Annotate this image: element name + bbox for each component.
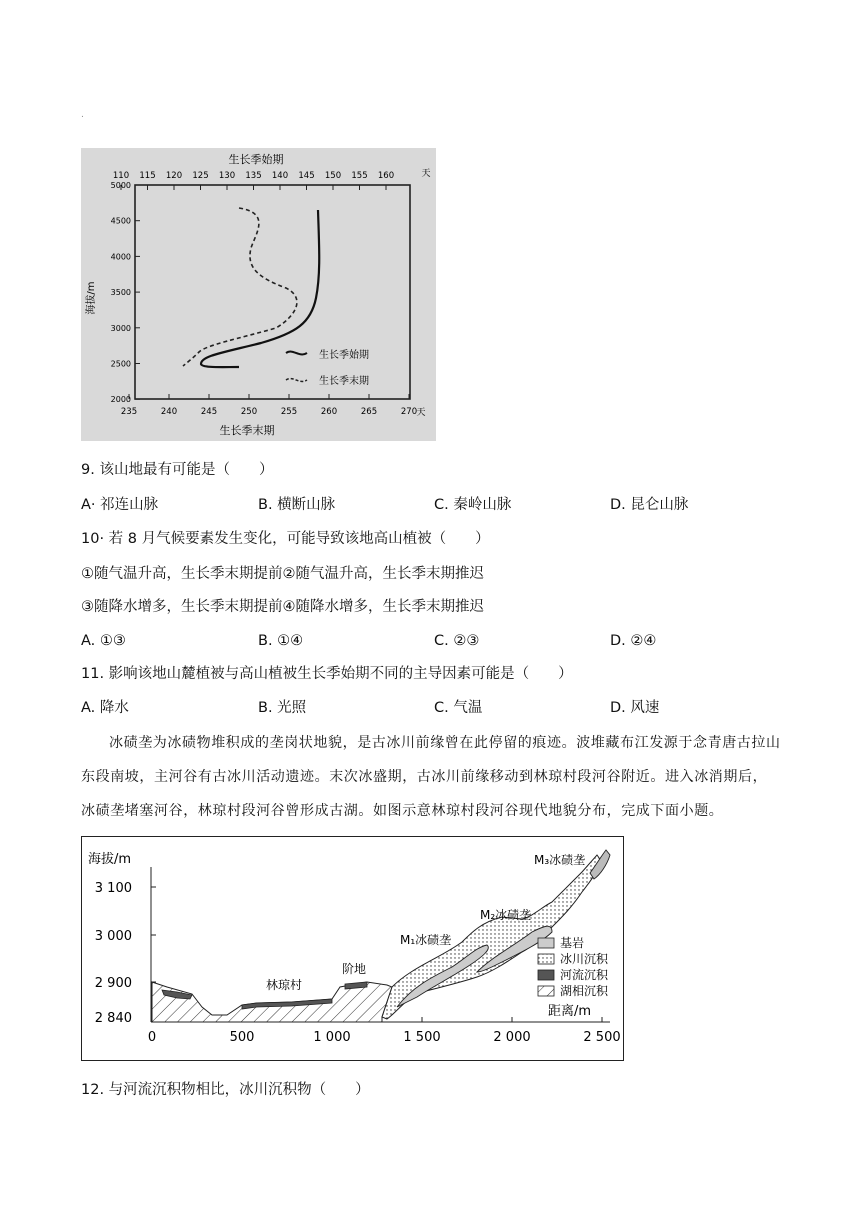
growing-season-chart (81, 148, 436, 441)
bottom-tick-label: 265 (360, 407, 378, 417)
top-tick-label: 125 (192, 171, 209, 181)
q10-option-c[interactable]: C. ②③ (434, 633, 480, 649)
x-tick-label: 1 500 (403, 1030, 441, 1045)
q12-stem: 12. 与河流沉积物相比，冰川沉积物（ ） (81, 1082, 370, 1098)
top-tick-label: 120 (165, 171, 183, 181)
y-tick-label: 5000 (110, 181, 131, 190)
q11-option-a[interactable]: A. 降水 (81, 700, 129, 716)
top-tick-label: 140 (271, 171, 289, 181)
q10-option-a[interactable]: A. ①③ (81, 633, 126, 649)
x-tick-label: 500 (229, 1030, 255, 1045)
y-tick-label: 3 000 (94, 929, 132, 944)
x-tick-label: 1 000 (313, 1030, 351, 1045)
x-tick-label: 2 000 (493, 1030, 531, 1045)
y-tick-label: 4500 (110, 216, 131, 226)
x-tick-label: 2 500 (583, 1030, 621, 1045)
valley-profile-diagram (81, 836, 624, 1061)
label-village: 林琼村 (266, 978, 303, 992)
top-mark: . (81, 110, 84, 120)
q9-stem: 9. 该山地最有可能是（ ） (81, 462, 274, 478)
bottom-tick-label: 260 (320, 407, 338, 417)
legend-start: 生长季始期 (319, 350, 369, 361)
label-terrace: 阶地 (342, 962, 367, 976)
q9-option-b[interactable]: B. 横断山脉 (258, 497, 336, 513)
q10-line2: ③随降水增多，生长季末期提前④随降水增多，生长季末期推迟 (81, 599, 484, 615)
y-tick-label: 2 900 (94, 976, 132, 991)
legend-lake: 湖相沉积 (560, 984, 609, 998)
y-axis-label: 海拔/m (88, 852, 132, 867)
top-tick-label: 160 (377, 171, 395, 181)
bottom-unit: 天 (416, 408, 426, 418)
top-tick-label: 145 (298, 171, 315, 181)
y-tick-label: 3 100 (94, 881, 132, 896)
q11-stem: 11. 影响该地山麓植被与高山植被生长季始期不同的主导因素可能是（ ） (81, 666, 573, 682)
top-tick-label: 135 (245, 171, 262, 181)
x-axis-label: 距离/m (548, 1004, 592, 1019)
q11-option-c[interactable]: C. 气温 (434, 700, 483, 716)
x-tick-label: 0 (147, 1030, 157, 1045)
bottom-tick-label: 250 (240, 407, 258, 417)
y-tick-label: 2 840 (94, 1011, 132, 1026)
q10-option-d[interactable]: D. ②④ (610, 633, 657, 649)
y-tick-label: 2000 (110, 395, 131, 405)
y-tick-label: 4000 (110, 252, 131, 262)
y-tick-label: 3500 (110, 288, 131, 298)
bottom-tick-label: 235 (120, 407, 138, 417)
end-curve (183, 208, 297, 366)
passage: 冰碛垄为冰碛物堆积成的垄岗状地貌，是古冰川前缘曾在此停留的痕迹。波堆藏布江发源于念青唐古拉山东段南坡，主河谷有古冰川活动遗迹。末次冰盛期，古冰川前缘移动到林琼村段河谷附近。进入冰消期后，冰碛垄堵塞河谷，林琼村段河谷曾形成古湖。如图示意林琼村段河谷现代地貌分布，完成下面小题。 (81, 735, 781, 819)
top-tick-label: 155 (351, 171, 368, 181)
q9-option-a[interactable]: A· 祁连山脉 (81, 497, 159, 513)
top-tick-label: 110 (112, 171, 130, 181)
y-axis-label: 海拔/m (86, 281, 97, 315)
bottom-tick-label: 245 (200, 407, 218, 417)
q10-stem: 10· 若 8 月气候要素发生变化，可能导致该地高山植被（ ） (81, 531, 490, 547)
legend-end: 生长季末期 (319, 376, 369, 387)
legend-bedrock: 基岩 (560, 936, 585, 950)
top-tick-label: 150 (324, 171, 342, 181)
q10-option-b[interactable]: B. ①④ (258, 633, 304, 649)
q10-line1: ①随气温升高，生长季末期提前②随气温升高，生长季末期推迟 (81, 566, 484, 582)
label-m2: M₂冰碛垄 (480, 908, 532, 922)
q11-option-d[interactable]: D. 风速 (610, 700, 660, 716)
q9-option-c[interactable]: C. 秦岭山脉 (434, 497, 512, 513)
bottom-tick-label: 255 (280, 407, 298, 417)
top-tick-label: 115 (139, 171, 156, 181)
label-m3: M₃冰碛垄 (534, 853, 586, 867)
top-axis-title: 生长季始期 (228, 153, 284, 166)
bottom-tick-label: 240 (160, 407, 178, 417)
bottom-tick-label: 270 (400, 407, 418, 417)
top-unit: 天 (421, 169, 431, 179)
q9-option-d[interactable]: D. 昆仑山脉 (610, 497, 689, 513)
legend-river: 河流沉积 (560, 968, 609, 982)
y-tick-label: 3000 (110, 323, 131, 333)
label-m1: M₁冰碛垄 (400, 933, 452, 947)
q11-option-b[interactable]: B. 光照 (258, 700, 307, 716)
y-tick-label: 2500 (110, 359, 131, 369)
top-tick-label: 130 (218, 171, 236, 181)
bottom-axis-title: 生长季末期 (219, 424, 275, 437)
legend-glacial: 冰川沉积 (560, 952, 609, 966)
